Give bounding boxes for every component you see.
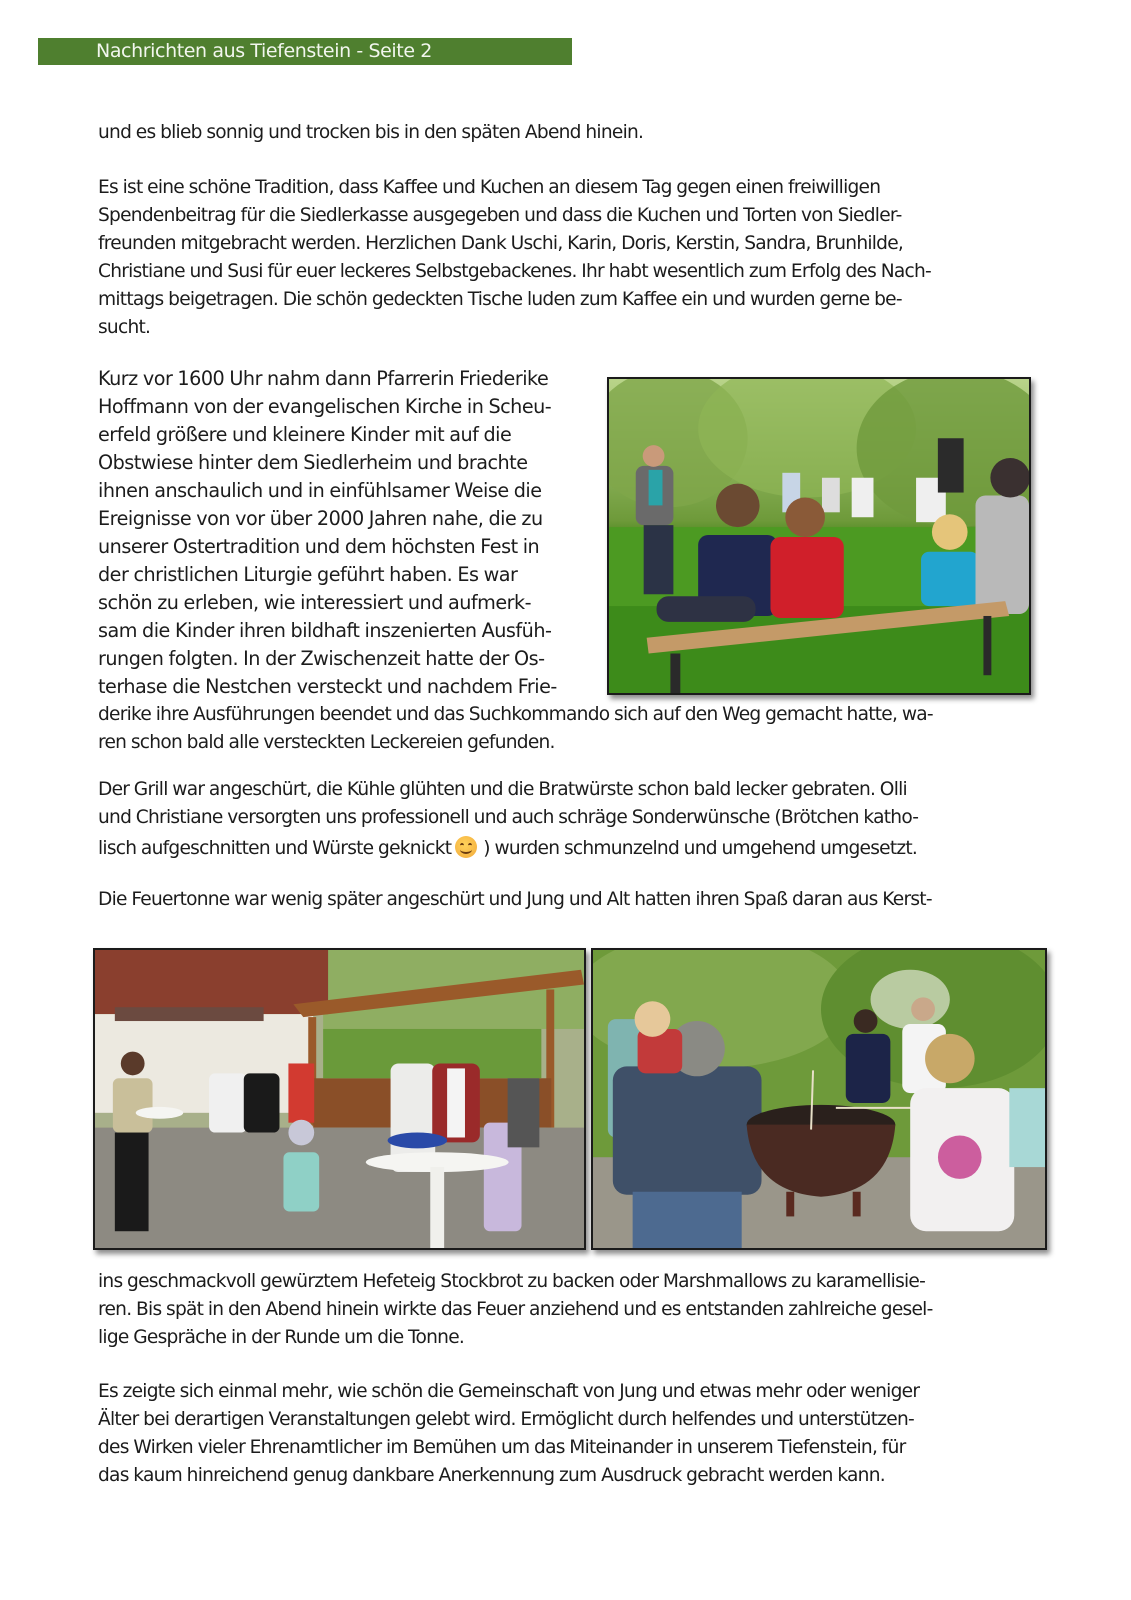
photo-children-on-bench [607, 377, 1031, 695]
text-line: Kurz vor 1600 Uhr nahm dann Pfarrerin Friederike [98, 367, 549, 390]
text-line: der christlichen Liturgie geführt haben. Es war [98, 563, 518, 586]
text-line: das kaum hinreichend genug dankbare Anerkennung zum Ausdruck gebracht werden kann. [98, 1465, 885, 1486]
paragraph-3-wide [98, 701, 933, 757]
paragraph-4 [98, 776, 918, 863]
text-line: erfeld größere und kleinere Kinder mit auf die [98, 423, 512, 446]
text-line: unserer Ostertradition und dem höchsten Fest in [98, 535, 540, 558]
page-header-title: Nachrichten aus Tiefenstein - Seite 2 [96, 40, 432, 62]
text-line: Spendenbeitrag für die Siedlerkasse ausgegeben und dass die Kuchen und Torten von Siedler- [98, 205, 902, 226]
text-line: ihnen anschaulich und in einfühlsamer Weise die [98, 479, 542, 502]
text-line-with-emoji [98, 835, 918, 863]
text-segment: lisch aufgeschnitten und Würste geknickt [98, 838, 452, 859]
text-line: ren schon bald alle versteckten Leckereien gefunden. [98, 732, 555, 753]
paragraph-1 [98, 119, 643, 147]
text-line: terhase die Nestchen versteckt und nachdem Frie- [98, 675, 557, 698]
text-segment: ) wurden schmunzelnd und umgehend umgesetzt. [483, 838, 918, 859]
text-line: Die Feuertonne war wenig später angeschürt und Jung und Alt hatten ihren Spaß daran aus Kerst- [98, 889, 932, 910]
text-line: Der Grill war angeschürt, die Kühle glühten und die Bratwürste schon bald lecker gebraten. Olli [98, 779, 907, 800]
text-line: rungen folgten. In der Zwischenzeit hatte der Os- [98, 647, 545, 670]
text-line: und Christiane versorgten uns professionell und auch schräge Sonderwünsche (Brötchen katho- [98, 807, 919, 828]
text-line: Hoffmann von der evangelischen Kirche in Scheu- [98, 395, 552, 418]
text-line: Obstwiese hinter dem Siedlerheim und brachte [98, 451, 528, 474]
text-line: freunden mitgebracht werden. Herzlichen Dank Uschi, Karin, Doris, Kerstin, Sandra, Brunhilde, [98, 233, 904, 254]
text-line: Es ist eine schöne Tradition, dass Kaffee und Kuchen an diesem Tag gegen einen freiwilligen [98, 177, 881, 198]
paragraph-6 [98, 1268, 933, 1352]
smiling-face-icon [455, 836, 477, 858]
paragraph-5 [98, 886, 932, 914]
text-line: Älter bei derartigen Veranstaltungen gelebt wird. Ermöglicht durch helfendes und unterstützen- [98, 1409, 914, 1430]
photo-children-on-bench-image [609, 379, 1029, 693]
photo-guests-clubhouse-image [95, 950, 584, 1248]
paragraph-3-narrow [98, 365, 557, 701]
text-line: sucht. [98, 317, 151, 338]
text-line: sam die Kinder ihren bildhaft inszenierten Ausfüh- [98, 619, 552, 642]
header-bar [38, 38, 572, 65]
photo-guests-clubhouse [93, 948, 586, 1250]
text-line: ins geschmackvoll gewürztem Hefeteig Stockbrot zu backen oder Marshmallows zu karamellisie- [98, 1271, 926, 1292]
text-line: lige Gespräche in der Runde um die Tonne. [98, 1327, 465, 1348]
text-line: und es blieb sonnig und trocken bis in den späten Abend hinein. [98, 122, 644, 143]
paragraph-2 [98, 174, 931, 342]
paragraph-7 [98, 1378, 919, 1490]
text-line: ren. Bis spät in den Abend hinein wirkte das Feuer anziehend und es entstanden zahlreiche gesel- [98, 1299, 933, 1320]
text-line: des Wirken vieler Ehrenamtlicher im Bemühen um das Miteinander in unserem Tiefenstein, für [98, 1437, 906, 1458]
text-line: Christiane und Susi für euer leckeres Selbstgebackenes. Ihr habt wesentlich zum Erfolg des Nach- [98, 261, 931, 282]
photo-fire-barrel-image [593, 950, 1045, 1248]
text-line: schön zu erleben, wie interessiert und aufmerk- [98, 591, 532, 614]
text-line: derike ihre Ausführungen beendet und das Suchkommando sich auf den Weg gemacht hatte, wa- [98, 704, 933, 725]
text-line: Es zeigte sich einmal mehr, wie schön die Gemeinschaft von Jung und etwas mehr oder weniger [98, 1381, 920, 1402]
text-line: Ereignisse von vor über 2000 Jahren nahe, die zu [98, 507, 543, 530]
text-line: mittags beigetragen. Die schön gedeckten Tische luden zum Kaffee ein und wurden gerne be- [98, 289, 902, 310]
photo-fire-barrel [591, 948, 1047, 1250]
